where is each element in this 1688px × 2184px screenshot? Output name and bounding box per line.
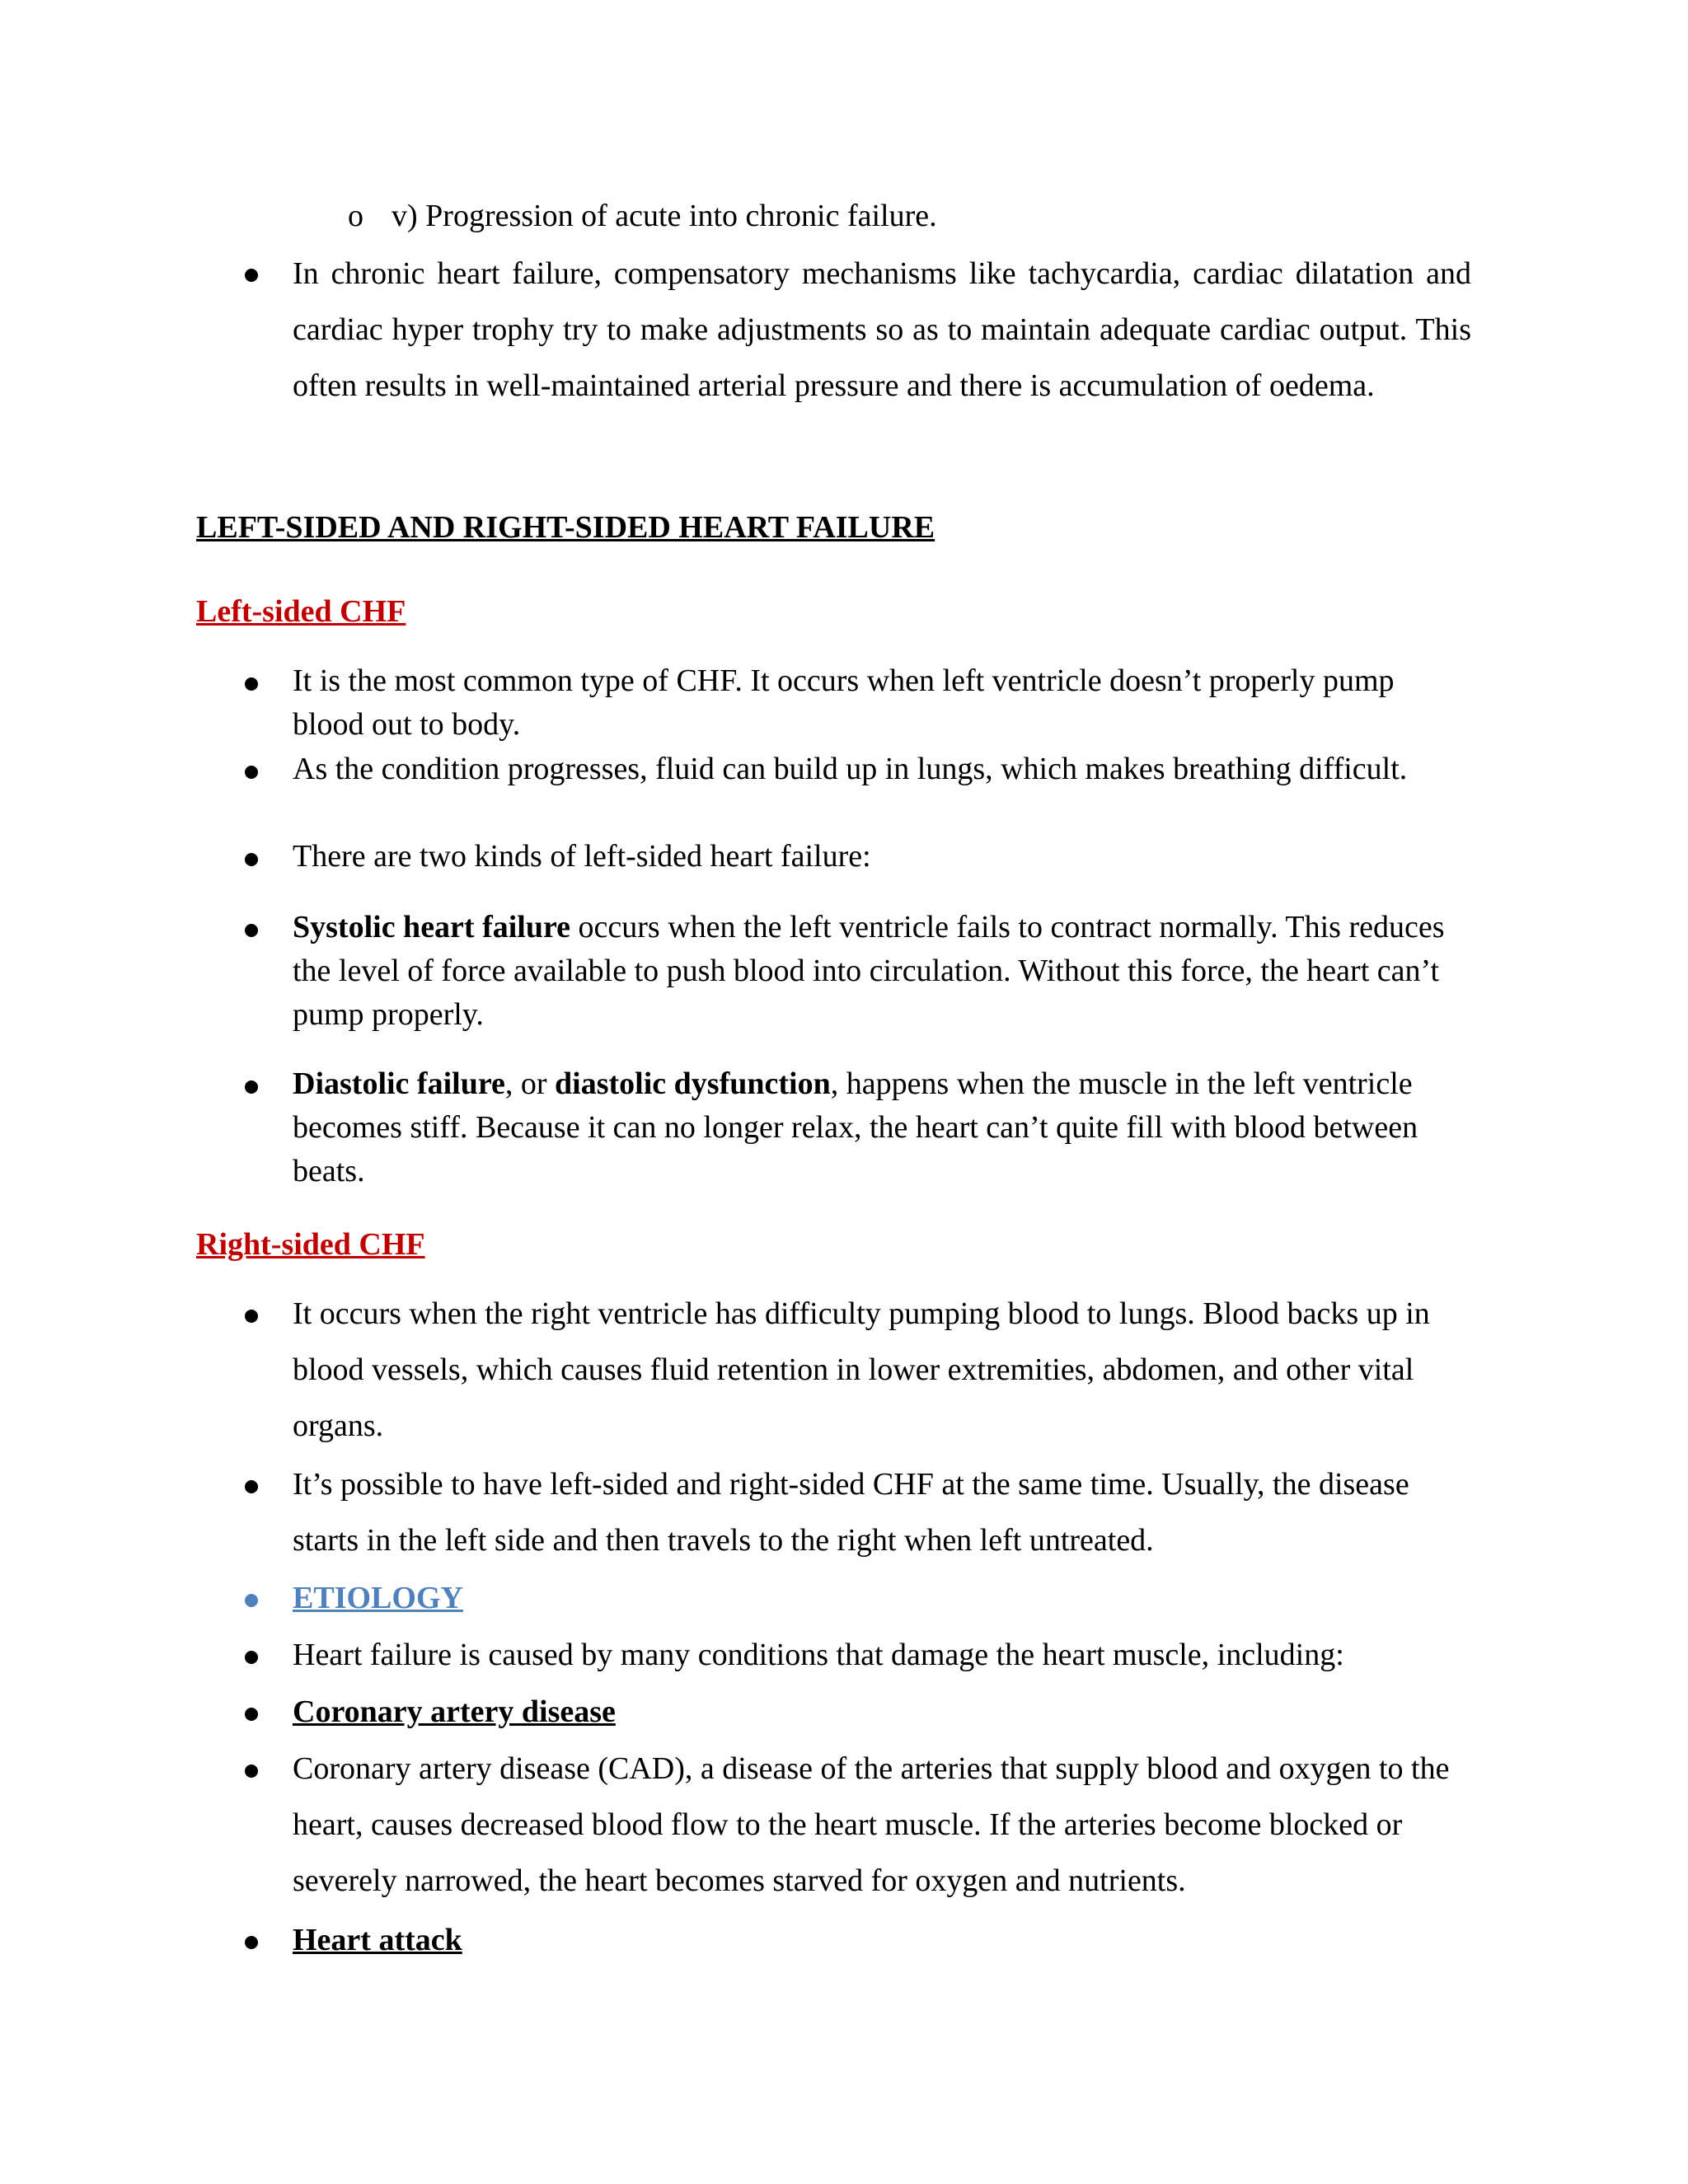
cad-text: Coronary artery disease (CAD), a disease of the arteries that supply blood and oxygen to the heart, causes decreased blood flow to the heart muscle. If the arteries become blocked or severely narrowed, the heart becomes starved for oxygen and nutrients. (293, 1751, 1450, 1898)
sub-item-text: v) Progression of acute into chronic failure. (392, 199, 937, 233)
systolic-text: occurs when the left ventricle fails to contract normally. This reduces the level of force available to push blood into circulation. Without this force, the heart can’t pump properly. (293, 910, 1445, 1032)
diastolic-term: Diastolic failure (293, 1066, 505, 1101)
diastolic-mid: , or (504, 1066, 556, 1101)
bullet (245, 1765, 258, 1778)
etiology-link: ETIOLOGY (293, 1581, 463, 1615)
systolic-item (293, 906, 1471, 1037)
section-heading: LEFT-SIDED AND RIGHT-SIDED HEART FAILURE (196, 510, 935, 545)
bullet (245, 1936, 258, 1949)
etiology-intro: Heart failure is caused by many conditions that damage the heart muscle, including: (293, 1638, 1344, 1672)
diastolic-text: , happens when the muscle in the left ventricle becomes stiff. Because it can no longer relax, the heart can’t quite fill with blood between beats. (293, 1066, 1418, 1188)
right-item-1: It occurs when the right ventricle has difficulty pumping blood to lungs. Blood backs up in blood vessels, which causes fluid retention in lower extremities, abdomen, and other vital organs. (293, 1296, 1430, 1443)
bullet (245, 924, 258, 937)
left-item-1: It is the most common type of CHF. It occurs when left ventricle doesn’t properly pump blood out to body. (293, 663, 1395, 742)
left-item-2: As the condition progresses, fluid can build up in lungs, which makes breathing difficult. (293, 752, 1408, 786)
cad-heading-item (293, 1684, 1471, 1740)
bullet (245, 1480, 258, 1493)
bullet (245, 677, 258, 691)
cad-heading: Coronary artery disease (293, 1694, 616, 1729)
heart-attack-heading: Heart attack (293, 1923, 462, 1957)
heart-attack-item (293, 1912, 1471, 1968)
bullet (245, 766, 258, 779)
bullet (245, 1594, 258, 1607)
right-sided-heading: Right-sided CHF (196, 1227, 425, 1262)
bullet (245, 1080, 258, 1094)
bullet (245, 1708, 258, 1721)
circle-bullet: o (348, 199, 363, 233)
bullet (245, 269, 258, 282)
left-item-3: There are two kinds of left-sided heart failure: (293, 839, 871, 874)
chronic-paragraph: In chronic heart failure, compensatory mechanisms like tachycardia, cardiac dilatation and cardiac hyper trophy try to make adjustments so as to maintain adequate cardiac output. This often results in well-maintained arterial pressure and there is accumulation of oedema. (293, 256, 1471, 403)
diastolic-dysfunction-term: diastolic dysfunction (555, 1066, 831, 1101)
bullet (245, 1651, 258, 1664)
systolic-term: Systolic heart failure (293, 910, 571, 944)
bullet (245, 853, 258, 866)
right-item-2: It’s possible to have left-sided and right-sided CHF at the same time. Usually, the disease starts in the left side and then travels to the right when left untreated. (293, 1467, 1409, 1558)
diastolic-item (293, 1062, 1471, 1193)
bullet (245, 1310, 258, 1323)
etiology-heading (293, 1570, 1471, 1626)
left-sided-heading: Left-sided CHF (196, 594, 406, 629)
